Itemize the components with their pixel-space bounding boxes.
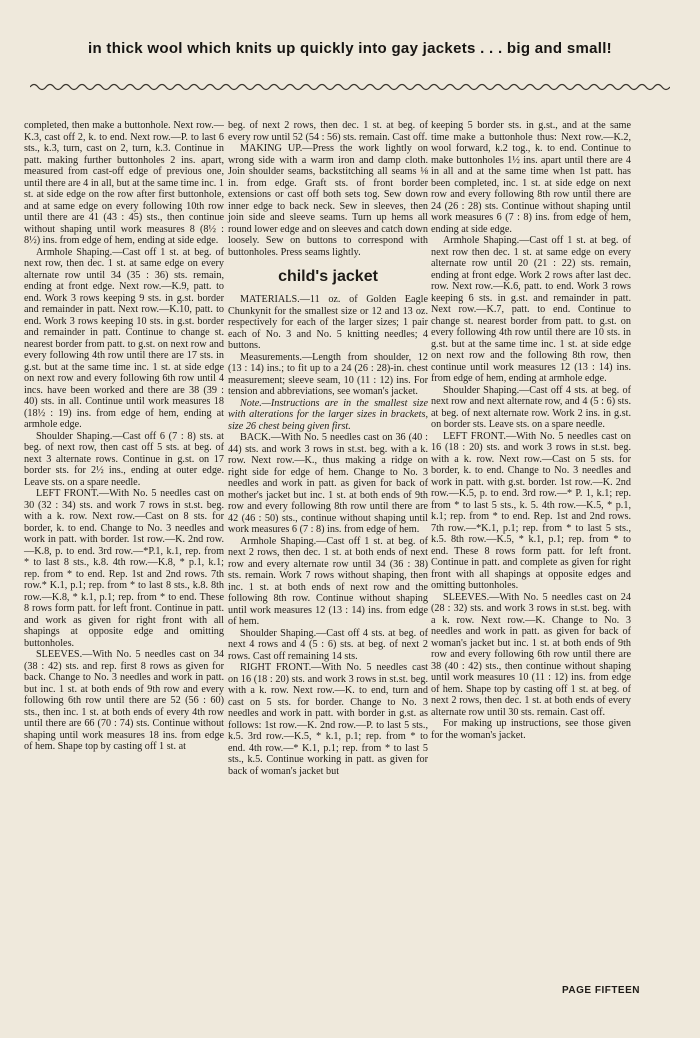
column-1 xyxy=(24,120,224,753)
paragraph: SLEEVES.—With No. 5 needles cast on 34 (38 : 42) sts. and rep. first 8 rows as given for back. Change to No. 3 needles and work in patt. but inc. 1 st. at both ends of 9th row and every following 6th row until there are 52 (56 : 60) sts., then inc. 1 st. at both ends of every 4th row until there are 66 (70 : 74) sts. Continue without shaping until work measures 18 ins. from edge of hem. Shape top by casting off 1 st. at xyxy=(24,649,224,752)
paragraph: MATERIALS.—11 oz. of Golden Eagle Chunkynit for the smallest size or 12 and 13 oz. respectively for each of the larger sizes; 1 pair each of No. 3 and No. 5 knitting needles; 4 buttons. xyxy=(228,294,428,351)
paragraph: completed, then make a buttonhole. Next row.—K.3, cast off 2, k. to end. Next row.—P. to last 6 sts., k.3, turn, cast on 2, turn, k.3. Continue in patt. making further buttonholes 2 ins. apart, measured from cast-off edge of previous one, until there are 4 in all, but at the same time inc. 1 st. at side edge on the row after first buttonhole, and at same edge on every following 10th row until there are 41 (43 : 45) sts., then continue without shaping until work measures 8 (8½ : 8½) ins. from edge of hem, ending at side edge. xyxy=(24,120,224,246)
paragraph: Armhole Shaping.—Cast off 1 st. at beg. of next 2 rows, then dec. 1 st. at both ends of next row and every alternate row until 34 (36 : 38) sts. remain. Work 7 rows without shaping, then inc. 1 st. at both ends of next row and the following 8th row. Continue without shaping until work measures 12 (13 : 14) ins. from edge of hem. xyxy=(228,535,428,627)
paragraph: Shoulder Shaping.—Cast off 6 (7 : 8) sts. at beg. of next row, then cast off 5 sts. at beg. of next 3 alternate rows. Continue in g.st. on 17 border sts. for 2½ ins., ending at outer edge. Leave sts. on a spare needle. xyxy=(24,430,224,488)
paragraph: RIGHT FRONT.—With No. 5 needles cast on 16 (18 : 20) sts. and work 3 rows in st.st. beg. with a k. row. Next row.—K. to end, turn and cast on 5 sts. for border. Change to No. 3 needles and work in patt. with border in g.st. as follows: 1st row.—K. 2nd row.—P. to last 5 sts., k.5. 3rd row.—K.5, * k.1, p.1; rep. from * to end. 4th row.—* K.1, p.1; rep. from * to last 5 sts., k.5. Continue working in patt. as given for back of woman's jacket but xyxy=(228,662,428,777)
paragraph: SLEEVES.—With No. 5 needles cast on 24 (28 : 32) sts. and work 3 rows in st.st. beg. with a k. row. Next row.—K. Change to No. 3 needles and work in patt. as given for back of woman's jacket but inc. 1 st. at both ends of 9th row and every following 6th row until there are 38 (40 : 42) sts., then continue without shaping until work measures 10 (11 : 12) ins. from edge of hem. Shape top by casting off 1 st. at beg. of next 2 rows, then dec. 1 st. at both ends of every alternate row until 30 sts. remain. Cast off. xyxy=(431,591,631,718)
page-header: in thick wool which knits up quickly into gay jackets . . . big and small! xyxy=(88,40,612,57)
wavy-rule xyxy=(30,82,670,92)
paragraph: beg. of next 2 rows, then dec. 1 st. at beg. of every row until 52 (54 : 56) sts. remain. Cast off. xyxy=(228,120,428,143)
paragraph: Measurements.—Length from shoulder, 12 (13 : 14) ins.; to fit up to a 24 (26 : 28)-in. chest measurement; sleeve seam, 10 (11 : 12) ins. For tension and abbreviations, see woman's jacket. xyxy=(228,351,428,397)
paragraph: BACK.—With No. 5 needles cast on 36 (40 : 44) sts. and work 3 rows in st.st. beg. with a k. row. Next row.—K., thus making a ridge on right side for edge of hem. Change to No. 3 needles and work in patt. as given for back of mother's jacket but inc. 1 st. at both ends of 9th row and every following 8th row until there are 42 (46 : 50) sts., continue without shaping until work measures 6 (7 : 8) ins. from edge of hem. xyxy=(228,432,428,535)
paragraph: Armhole Shaping.—Cast off 1 st. at beg. of next row then dec. 1 st. at same edge on every alternate row until 20 (21 : 22) sts. remain, ending at front edge. Work 2 rows after last dec. row. Next row.—K.6, patt. to end. Work 3 rows keeping 6 sts. in g.st. and remainder in patt. Next row.—K.7, patt. to end. Continue to change st. nearest border from patt. to g.st. on every following 4th row until there are 10 sts. in g.st. but at the same time inc. 1 st. at side edge on next row and the following 8th row, then continue until work measures 12 (13 : 14) ins. from edge of hem, ending at armhole edge. xyxy=(431,235,631,384)
paragraph: MAKING UP.—Press the work lightly on wrong side with a warm iron and damp cloth. Join shoulder seams, backstitching all seams ⅛ in. from edge. Graft sts. of front border extensions or cast off both sets tog. Sew down inner edge to back neck. Sew in sleeves, then join side and sleeve seams. Turn up hems all round lower edge and on sleeves and catch down loosely. Sew on buttons to correspond with buttonholes. Press seams lightly. xyxy=(228,143,428,258)
column-2 xyxy=(228,120,428,777)
paragraph: Shoulder Shaping.—Cast off 4 sts. at beg. of next 4 rows and 4 (5 : 6) sts. at beg. of next 2 rows. Cast off remaining 14 sts. xyxy=(228,627,428,662)
paragraph: Armhole Shaping.—Cast off 1 st. at beg. of next row, then dec. 1 st. at same edge on every alternate row until 34 (35 : 36) sts. remain, ending at front edge. Next row.—K.9, patt. to end. Work 3 rows keeping 9 sts. in g.st. border and remainder in patt. Next row.—K.10, patt. to end. Work 3 rows keeping 10 sts. in g.st. border and remainder in patt. Continue to change st. nearest border from patt. to g.st. on next row and every following 4th row until there are 17 sts. in g.st. but at the same time inc. 1 st. at side edge on next row and every following 6th row until 4 incs. have been worked and there are 38 (39 : 40) sts. in all. Continue until work measures 18 (18½ : 19) ins. from edge of hem, ending at armhole edge. xyxy=(24,246,224,430)
section-title: child's jacket xyxy=(278,268,378,285)
paragraph: For making up instructions, see those given for the woman's jacket. xyxy=(431,718,631,741)
column-3 xyxy=(431,120,631,741)
paragraph: Shoulder Shaping.—Cast off 4 sts. at beg. of next row and next alternate row, and 4 (5 : 6) sts. at beg. of next alternate row. Work 2 ins. in g.st. on border sts. Leave sts. on a spare needle. xyxy=(431,384,631,430)
paragraph: Note.—Instructions are in the smallest size with alterations for the larger sizes in brackets, size 26 chest being given first. xyxy=(228,397,428,432)
paragraph: keeping 5 border sts. in g.st., and at the same time make a buttonhole thus: Next row.—K.2, wool forward, k.2 tog., k. to end. Continue to make buttonholes 1½ ins. apart until there are 4 in all and at the same time when 1st patt. has been completed, inc. 1 st. at side edge on next row and every following 8th row until there are 24 (26 : 28) sts. Continue without shaping until work measures 6 (7 : 8) ins. from edge of hem, ending at side edge. xyxy=(431,120,631,235)
paragraph: LEFT FRONT.—With No. 5 needles cast on 30 (32 : 34) sts. and work 7 rows in st.st. beg. with a k. row. Next row.—Cast on 8 sts. for border, k. to end. Change to No. 3 needles and work in patt. with border. 1st row.—K. 2nd row.—K.8, p. to end. 3rd row.—*P.1, k.1, rep. from * to last 8 sts., k.8. 4th row.—K.8, * p.1, k.1; rep. from * to end. Rep. 1st and 2nd rows. 7th row.* K.1, p.1; rep. from * to last 8 sts., k.8. 8th row.—K.8, * k.1, p.1; rep. from * to end. These 8 rows form patt. for left front. Continue in patt. and work as given for right front with all shapings at opposite edge and omitting buttonholes. xyxy=(24,488,224,649)
paragraph: LEFT FRONT.—With No. 5 needles cast on 16 (18 : 20) sts. and work 3 rows in st.st. beg. with a k. row. Next row.—Cast on 5 sts. for border, k. to end. Change to No. 3 needles and work in patt. with g.st. border. 1st row.—K. 2nd row.—K.5, p. to end. 3rd row.—* P. 1, k.1; rep. from * to last 5 sts., k. 5. 4th row.—K.5, * p.1, k.1; rep. from * to end. Rep. 1st and 2nd rows. 7th row.—*K.1, p.1; rep. from * to last 5 sts., k.5. 8th row.—K.5, * k.1, p.1; rep. from * to end. These 8 rows form patt. for left front. Continue in patt. and complete as given for right front with all shapings at opposite edges and omitting buttonholes. xyxy=(431,430,631,591)
page-number: PAGE FIFTEEN xyxy=(561,985,640,996)
